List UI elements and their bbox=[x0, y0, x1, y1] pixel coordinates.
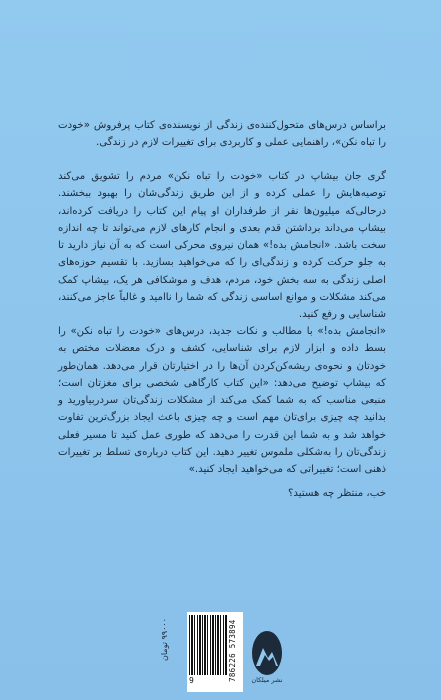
barcode-number: 786226 573894 bbox=[228, 619, 237, 683]
price-label: ۹۹۰۰۰ تومان bbox=[160, 618, 169, 661]
barcode-bars bbox=[189, 615, 227, 675]
closing-question: خب، منتظر چه هستید؟ bbox=[287, 488, 386, 499]
quote-paragraph: «انجامش بده!» با مطالب و نکات جدید، درس‌های «خودت را تباه نکن» را بسط داده و ابزار لازم برای شناسایی، کشف و درک معضلات مختص به خودتان و نحوه‌ی ریشه‌کن‌کردن آن‌ها را در اختیارتان قرار می‌دهد. همان‌طور که بیشاپ توضیح می‌دهد: «این کتاب کارگاهی شخصی برای مغزتان است؛ منبعی مناسب که به شما کمک می‌کند از مشکلات زندگی‌تان سردربیاورید و بدانید چه چیزی برای‌تان مهم است و چه چیزی باعث ایجاد بزرگ‌ترین تفاوت خواهد شد و به شما این قدرت را می‌دهد که طوری عمل کنید تا مسیر فعلی زندگی‌تان را به‌شکلی ملموس تغییر دهید. این کتاب درباره‌ی تسلط بر تغییرات ذهنی است؛ تغییراتی که می‌خواهید ایجاد کنید.» bbox=[58, 326, 386, 476]
isbn-barcode bbox=[187, 612, 243, 692]
barcode-lead-digit: 9 bbox=[189, 676, 194, 685]
publisher-logo-icon bbox=[250, 628, 284, 678]
intro-paragraph: براساس درس‌های متحول‌کننده‌ی زندگی از نویسنده‌ی کتاب پرفروش «خودت را تباه نکن»، راهنمایی عملی و کاربردی برای تغییرات لازم در زندگی. bbox=[58, 120, 386, 149]
publisher-name: نشر میلکان bbox=[251, 676, 283, 684]
description-paragraph: گری جان بیشاپ در کتاب «خودت را تباه نکن» مردم را تشویق می‌کند توصیه‌هایش را عملی کرده و از این طریق زندگی‌شان را بهبود ببخشند. درحالی‌که میلیون‌ها نفر از طرفداران او پیام این کتاب را دریافت کرده‌اند، بیشاپ می‌داند برداشتن قدم بعدی و انجام کارهای لازم می‌تواند تا چه اندازه سخت باشد. «انجامش بده!» همان نیروی محرکی است که به آن نیاز دارید تا به جلو حرکت کرده و زندگی‌ای را که می‌خواهید بسازید. با تقسیم حوزه‌های اصلی زندگی به سه بخش خود، مردم، هدف و موشکافی هر یک، بیشاپ کمک می‌کند مشکلات و موانع اساسی زندگی که شما را ناامید و غالباً عاجز می‌کنند، شناسایی و رفع کنید. bbox=[58, 171, 386, 321]
